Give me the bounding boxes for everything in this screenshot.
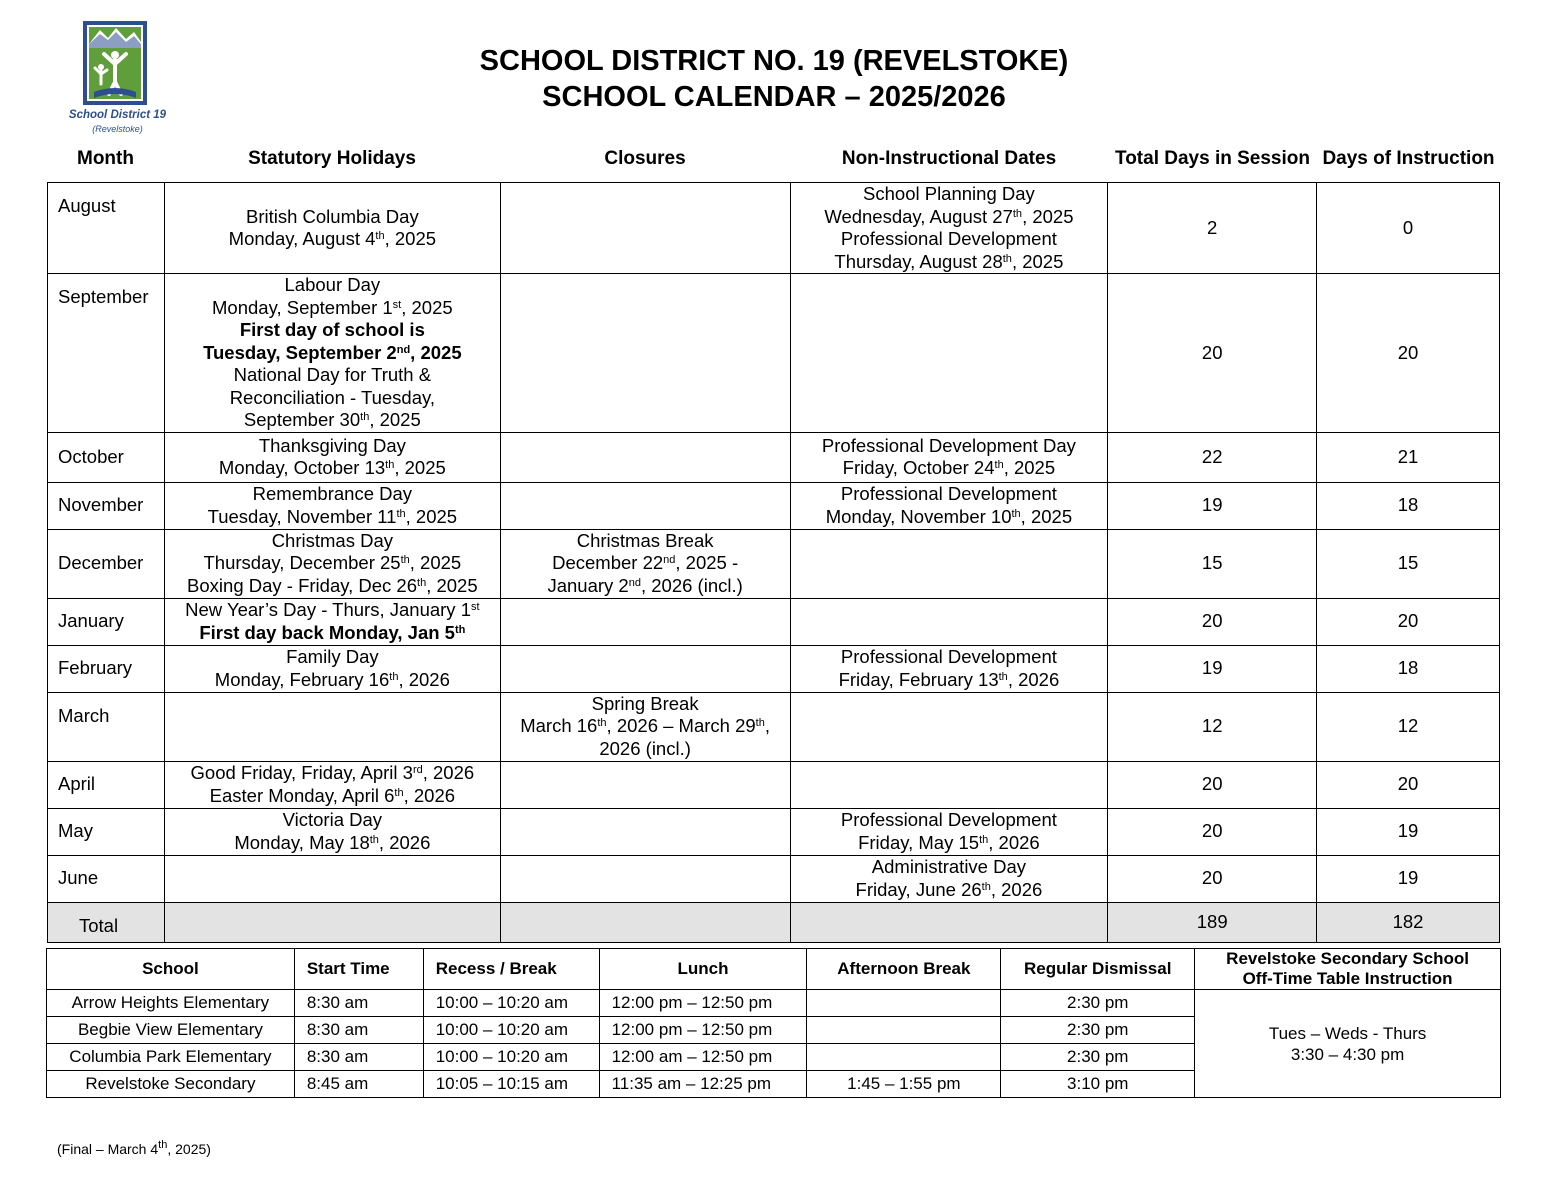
statutory-holiday-line: Reconciliation - Tuesday, <box>229 386 436 408</box>
times-header-offtime-line2: Off-Time Table Instruction <box>1242 969 1453 988</box>
school-name: Revelstoke Secondary <box>47 1071 295 1098</box>
month-cell: February <box>48 645 165 692</box>
non-instructional-line: Administrative Day <box>871 856 1027 877</box>
statutory-holiday-cell <box>164 761 500 808</box>
non-instructional-cell <box>790 432 1108 482</box>
total-empty-cell <box>790 902 1108 942</box>
statutory-holiday-cell <box>164 482 500 529</box>
lunch-time: 12:00 pm – 12:50 pm <box>599 990 807 1017</box>
dismissal-time: 2:30 pm <box>1001 990 1195 1017</box>
start-time: 8:30 am <box>294 1044 423 1071</box>
school-times-table <box>46 948 1501 1098</box>
calendar-row <box>48 274 1500 433</box>
non-instructional-line: Professional Development <box>840 809 1057 830</box>
total-empty-cell <box>500 902 790 942</box>
header-instruction-days: Days of Instruction <box>1322 148 1495 169</box>
non-instructional-line: School Planning Day <box>863 183 1035 204</box>
statutory-holiday-line: National Day for Truth & <box>233 364 432 385</box>
lunch-time: 11:35 am – 12:25 pm <box>599 1071 807 1098</box>
start-time: 8:30 am <box>294 1017 423 1044</box>
recess-time: 10:05 – 10:15 am <box>423 1071 599 1098</box>
non-instructional-line: Friday, October 24th, 2025 <box>842 457 1056 478</box>
calendar-row <box>48 808 1500 855</box>
calendar-row <box>48 482 1500 529</box>
non-instructional-line: Professional Development <box>840 228 1057 249</box>
statutory-holiday-cell <box>164 645 500 692</box>
non-instructional-cell <box>790 855 1108 902</box>
closure-line: 2026 (incl.) <box>599 737 691 759</box>
times-header-start: Start Time <box>294 949 423 990</box>
recess-time: 10:00 – 10:20 am <box>423 1017 599 1044</box>
closure-cell <box>500 692 790 761</box>
logo-subtitle: (Revelstoke) <box>92 124 143 134</box>
start-time: 8:45 am <box>294 1071 423 1098</box>
closure-cell <box>500 761 790 808</box>
non-instructional-line: Monday, November 10th, 2025 <box>825 505 1073 527</box>
total-days-cell: 2 <box>1108 183 1317 274</box>
instruction-days-cell: 18 <box>1317 645 1500 692</box>
closure-cell <box>500 529 790 598</box>
closure-cell <box>500 598 790 645</box>
lunch-time: 12:00 am – 12:50 pm <box>599 1044 807 1071</box>
lunch-time: 12:00 pm – 12:50 pm <box>599 1017 807 1044</box>
statutory-holiday-cell <box>164 808 500 855</box>
calendar-row <box>48 855 1500 902</box>
statutory-holiday-line: Victoria Day <box>282 809 383 830</box>
statutory-holiday-line: September 30th, 2025 <box>243 409 421 430</box>
total-days-cell: 20 <box>1108 761 1317 808</box>
times-header-afternoon-break: Afternoon Break <box>807 949 1001 990</box>
total-days-cell: 19 <box>1108 482 1317 529</box>
instruction-days-cell: 0 <box>1317 183 1500 274</box>
closure-line: January 2nd, 2026 (incl.) <box>547 574 743 596</box>
non-instructional-line: Friday, February 13th, 2026 <box>838 668 1060 690</box>
calendar-row <box>48 432 1500 482</box>
non-instructional-line: Friday, May 15th, 2026 <box>858 831 1040 853</box>
dismissal-time: 3:10 pm <box>1001 1071 1195 1098</box>
times-header-recess: Recess / Break <box>423 949 599 990</box>
dismissal-time: 2:30 pm <box>1001 1044 1195 1071</box>
total-days-cell: 19 <box>1108 645 1317 692</box>
statutory-holiday-line: Family Day <box>286 646 379 667</box>
month-cell: March <box>48 692 165 761</box>
calendar-table <box>47 182 1500 943</box>
statutory-holiday-line: Remembrance Day <box>252 483 413 504</box>
recess-time: 10:00 – 10:20 am <box>423 1044 599 1071</box>
offtime-hours: 3:30 – 4:30 pm <box>1290 1044 1405 1064</box>
header-non-instructional: Non-Instructional Dates <box>841 148 1057 169</box>
closure-line: December 22nd, 2025 - <box>552 552 739 574</box>
offtime-instruction <box>1195 990 1501 1098</box>
statutory-holiday-line: Monday, August 4th, 2025 <box>228 228 437 249</box>
total-days-cell: 20 <box>1108 598 1317 645</box>
afternoon-break-time <box>807 1017 1001 1044</box>
instruction-days-cell: 19 <box>1317 855 1500 902</box>
statutory-holiday-cell <box>164 692 500 761</box>
statutory-holiday-line: Monday, September 1st, 2025 <box>212 296 453 318</box>
non-instructional-line: Thursday, August 28th, 2025 <box>834 250 1064 272</box>
total-days-cell: 15 <box>1108 529 1317 598</box>
times-header-offtime-line1: Revelstoke Secondary School <box>1226 949 1469 968</box>
header-statutory-holidays: Statutory Holidays <box>248 148 416 169</box>
total-days-cell: 22 <box>1108 432 1317 482</box>
times-header-offtime <box>1195 949 1501 990</box>
statutory-holiday-line: British Columbia Day <box>245 205 419 227</box>
total-days-cell: 20 <box>1108 808 1317 855</box>
non-instructional-cell <box>790 274 1108 433</box>
total-empty-cell <box>164 902 500 942</box>
page-subtitle: SCHOOL CALENDAR – 2025/2026 <box>542 81 1006 113</box>
times-header-lunch: Lunch <box>599 949 807 990</box>
times-header-school: School <box>47 949 295 990</box>
afternoon-break-time <box>807 990 1001 1017</box>
statutory-holiday-line: Monday, October 13th, 2025 <box>218 457 446 478</box>
month-cell: June <box>48 855 165 902</box>
calendar-total-row <box>48 902 1500 942</box>
start-time: 8:30 am <box>294 990 423 1017</box>
month-cell: January <box>48 598 165 645</box>
month-cell: May <box>48 808 165 855</box>
statutory-holiday-line: Thursday, December 25th, 2025 <box>203 552 462 574</box>
non-instructional-line: Professional Development Day <box>821 434 1076 456</box>
logo-name: School District 19 <box>68 109 167 121</box>
month-cell: November <box>48 482 165 529</box>
closure-cell <box>500 855 790 902</box>
statutory-holiday-cell <box>164 529 500 598</box>
instruction-days-cell: 15 <box>1317 529 1500 598</box>
month-cell: August <box>48 183 165 274</box>
statutory-holiday-cell <box>164 274 500 433</box>
calendar-row <box>48 645 1500 692</box>
closure-cell <box>500 482 790 529</box>
calendar-row <box>48 598 1500 645</box>
afternoon-break-time: 1:45 – 1:55 pm <box>807 1071 1001 1098</box>
closure-cell <box>500 808 790 855</box>
statutory-holiday-line: Tuesday, September 2nd, 2025 <box>203 341 462 363</box>
statutory-holiday-line: First day of school is <box>239 319 425 340</box>
month-cell: April <box>48 761 165 808</box>
afternoon-break-time <box>807 1044 1001 1071</box>
non-instructional-line: Friday, June 26th, 2026 <box>855 878 1043 900</box>
statutory-holiday-line: Thanksgiving Day <box>258 434 406 456</box>
closure-line: Christmas Break <box>576 529 714 551</box>
statutory-holiday-line: First day back Monday, Jan 5th <box>199 621 466 643</box>
non-instructional-cell <box>790 482 1108 529</box>
closure-cell <box>500 183 790 274</box>
total-days-cell: 12 <box>1108 692 1317 761</box>
district-emblem-icon <box>82 20 148 106</box>
calendar-row <box>48 529 1500 598</box>
instruction-days-cell: 19 <box>1317 808 1500 855</box>
non-instructional-cell <box>790 183 1108 274</box>
district-logo <box>60 20 180 140</box>
statutory-holiday-line: Easter Monday, April 6th, 2026 <box>209 784 456 806</box>
non-instructional-line: Professional Development <box>840 646 1057 667</box>
statutory-holiday-line: New Year’s Day - Thurs, January 1st <box>185 599 480 620</box>
statutory-holiday-cell <box>164 855 500 902</box>
closure-cell <box>500 645 790 692</box>
total-label: Total <box>48 902 165 942</box>
non-instructional-line: Wednesday, August 27th, 2025 <box>824 205 1074 227</box>
calendar-row <box>48 183 1500 274</box>
instruction-days-cell: 20 <box>1317 598 1500 645</box>
statutory-holiday-line: Monday, February 16th, 2026 <box>214 668 450 690</box>
header-total-days: Total Days in Session <box>1115 148 1310 169</box>
instruction-days-cell: 18 <box>1317 482 1500 529</box>
times-header-dismissal: Regular Dismissal <box>1001 949 1195 990</box>
statutory-holiday-line: Christmas Day <box>271 529 393 551</box>
calendar-row <box>48 692 1500 761</box>
total-days-cell: 20 <box>1108 855 1317 902</box>
month-cell: October <box>48 432 165 482</box>
statutory-holiday-cell <box>164 432 500 482</box>
month-cell: December <box>48 529 165 598</box>
page-title: SCHOOL DISTRICT NO. 19 (REVELSTOKE) <box>479 45 1069 77</box>
closure-line: March 16th, 2026 – March 29th, <box>520 715 770 737</box>
statutory-holiday-line: Tuesday, November 11th, 2025 <box>207 505 458 527</box>
closure-line: Spring Break <box>591 692 699 714</box>
school-name: Columbia Park Elementary <box>47 1044 295 1071</box>
instruction-days-cell: 21 <box>1317 432 1500 482</box>
instruction-days-cell: 12 <box>1317 692 1500 761</box>
non-instructional-cell <box>790 645 1108 692</box>
instruction-days-cell: 20 <box>1317 274 1500 433</box>
total-days-cell: 20 <box>1108 274 1317 433</box>
document-version-note: (Final – March 4th, 2025) <box>57 1139 211 1157</box>
statutory-holiday-line: Good Friday, Friday, April 3rd, 2026 <box>190 762 475 783</box>
school-name: Arrow Heights Elementary <box>47 990 295 1017</box>
header-closures: Closures <box>604 148 686 169</box>
dismissal-time: 2:30 pm <box>1001 1017 1195 1044</box>
header-month: Month <box>77 148 134 169</box>
statutory-holiday-cell <box>164 598 500 645</box>
total-days-sum: 189 <box>1108 902 1317 942</box>
non-instructional-cell <box>790 808 1108 855</box>
offtime-days: Tues – Weds - Thurs <box>1268 1023 1427 1043</box>
non-instructional-cell <box>790 529 1108 598</box>
non-instructional-cell <box>790 692 1108 761</box>
statutory-holiday-line: Labour Day <box>284 274 381 295</box>
statutory-holiday-line: Monday, May 18th, 2026 <box>234 831 431 853</box>
school-name: Begbie View Elementary <box>47 1017 295 1044</box>
non-instructional-cell <box>790 598 1108 645</box>
statutory-holiday-line: Boxing Day - Friday, Dec 26th, 2025 <box>187 574 478 596</box>
instruction-days-cell: 20 <box>1317 761 1500 808</box>
instruction-days-sum: 182 <box>1317 902 1500 942</box>
closure-cell <box>500 274 790 433</box>
calendar-row <box>48 761 1500 808</box>
recess-time: 10:00 – 10:20 am <box>423 990 599 1017</box>
non-instructional-line: Professional Development <box>840 483 1057 504</box>
month-cell: September <box>48 274 165 433</box>
statutory-holiday-cell <box>164 183 500 274</box>
non-instructional-cell <box>790 761 1108 808</box>
closure-cell <box>500 432 790 482</box>
